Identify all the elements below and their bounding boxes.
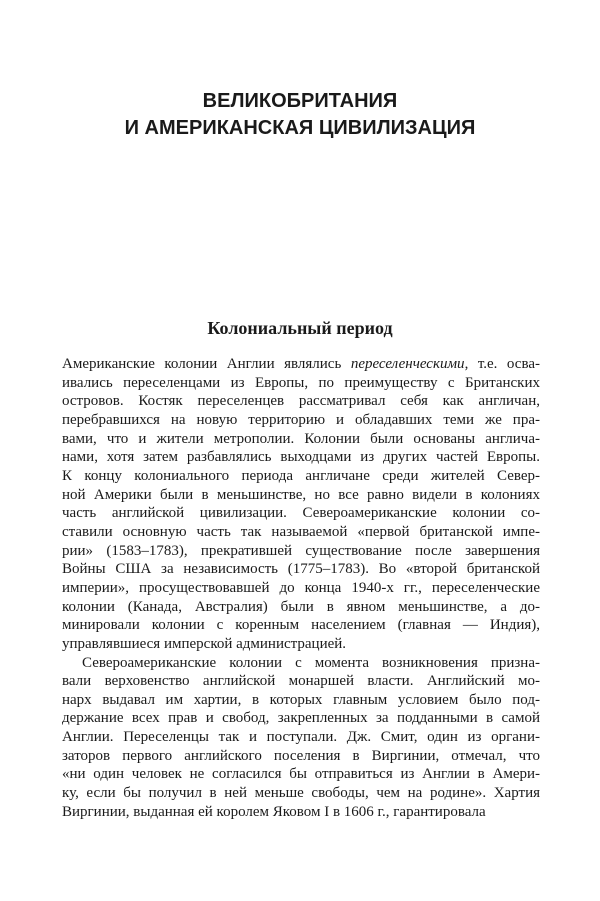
text-line: часть английской цивилизации. Североамериканские колонии со- xyxy=(62,505,540,522)
text-line: Англии. Переселенцы так и поступали. Дж. Смит, один из органи- xyxy=(62,729,540,746)
chapter-title-line-1: ВЕЛИКОБРИТАНИЯ xyxy=(202,90,398,112)
text-line: заторов первого английского поселения в Виргинии, отмечал, что xyxy=(62,747,540,764)
text-line: колонии (Канада, Австралия) были в явном меньшинстве, а до- xyxy=(62,598,540,615)
section-title: Колониальный период xyxy=(207,318,393,338)
text-line: минировали колонии с коренным населением (главная — Индия), xyxy=(62,617,540,634)
text-line: перебравшихся на новую территорию и обладавших теми же пра- xyxy=(62,411,540,428)
text-line: рии» (1583–1783), прекратившей существование после завершения xyxy=(62,542,540,559)
body-text xyxy=(62,355,540,821)
paragraph xyxy=(62,355,540,654)
text-line: империи», просуществовавшей до конца 1940-х гг., переселенческие xyxy=(62,579,540,596)
text-line: ку, если бы получил в ней меньше свободы, чем на родине». Хартия xyxy=(62,785,540,802)
text-line: Виргинии, выданная ей королем Яковом I в 1606 г., гарантировала xyxy=(62,803,486,820)
paragraph xyxy=(62,654,540,822)
italic-term: переселенческими xyxy=(350,356,465,372)
text-line: островов. Костяк переселенцев рассматривал себя как англичан, xyxy=(62,393,540,410)
text-line: управлявшиеся имперской администрацией. xyxy=(62,635,347,652)
text-line: нами, хотя затем разбавлялись выходцами из других частей Европы. xyxy=(62,449,540,466)
text-line: нарх выдавал им хартии, в которых главным условием было под- xyxy=(62,691,540,708)
text-line: ной Америки были в меньшинстве, но все равно видели в колониях xyxy=(62,486,540,503)
text-line: Американские колонии Англии являлись переселенческими, т.е. осва- xyxy=(62,356,540,372)
text-line: ивались переселенцами из Европы, по преимуществу с Британских xyxy=(62,374,540,391)
chapter-title-line-2: И АМЕРИКАНСКАЯ ЦИВИЛИЗАЦИЯ xyxy=(124,117,476,139)
text-line: ставили основную часть так называемой «первой британской импе- xyxy=(62,523,540,540)
chapter-title xyxy=(0,88,600,142)
text-line: держание всех прав и свобод, закрепленных за подданными в самой xyxy=(62,710,540,727)
text-line: вами, что и жители метрополии. Колонии были основаны англича- xyxy=(62,430,540,447)
text-line: вали верховенство английской монаршей власти. Английский мо- xyxy=(62,673,540,690)
text-line: Североамериканские колонии с момента возникновения призна- xyxy=(82,654,540,671)
text-line: К концу колониального периода англичане среди жителей Север- xyxy=(62,467,540,484)
text-line: «ни один человек не согласился бы отправиться из Англии в Амери- xyxy=(62,766,540,783)
text-line: Войны США за независимость (1775–1783). Во «второй британской xyxy=(62,561,540,578)
